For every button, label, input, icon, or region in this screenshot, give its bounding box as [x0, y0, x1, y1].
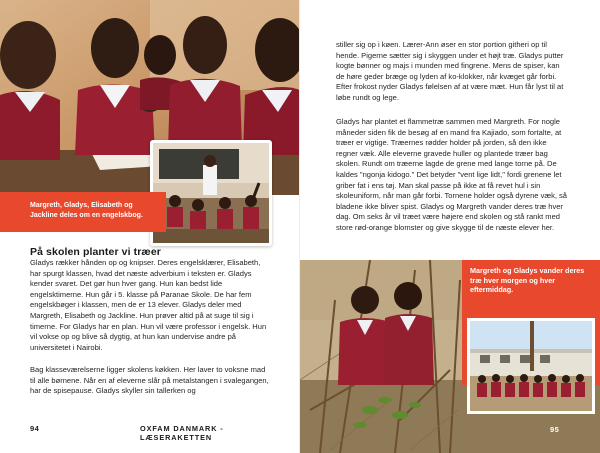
photo-caption: Margreth, Gladys, Elisabeth og Jackline deles om en engelskbog.: [30, 202, 143, 219]
body-paragraph: stiller sig op i køen. Lærer-Ann øser en stor portion githeri op til hende. Pigerne sætter sig i skyggen under et højt træ. Gladys putter kogte bønner og majs i munden med fingrene. Mens de spiser, kan de høre geder bræge og lyden af ko-klokker, når kvæget går forbi. Efter frokost nyder Gladys følelsen af at være mæt. Hun får lyst til at løbe rundt og lege.: [336, 40, 564, 102]
running-footer: OXFAM DANMARK - LÆSERAKETTEN: [140, 424, 224, 442]
photo-caption-box: [0, 192, 166, 232]
photo-caption: Margreth og Gladys vander deres træ hver morgen og hver eftermiddag.: [470, 266, 585, 294]
body-paragraph: Bag klasseværelserne ligger skolens køkken. Her laver to voksne mad til alle børnene. Når en af eleverne slår på metalstangen i svalegangen, har de spisepause. Gladys skyller sin tallerken og: [30, 365, 269, 396]
right-page: [300, 0, 600, 453]
page-number: 94: [30, 424, 40, 433]
page-number: 95: [550, 425, 560, 434]
page-footer: [30, 424, 270, 442]
students-group-inset-photo: [467, 318, 595, 414]
body-paragraph: Gladys rækker hånden op og knipser. Deres engelsklærer, Elisabeth, har spurgt klassen, hvad det næste adverbium i teksten er. Gladys kender svaret. Det gør hun hver gang. Hun kan bedst lide engelsktimerne. Hun går i 5. klasse på Paranae Skole. De har fem engelskbøger i klassen, men de er 13 elever. Gladys deler med Margreth, Elisabeth og Jackline. Hun prøver altid på at suge til sig i timerne. For Gladys har en plan. Hun vil være professor i engelsk. Hun vil vokse op og blive så dygtig, at hun kan undervise andre på universitetet i Nairobi.: [30, 258, 267, 352]
classroom-teacher-inset-photo: [150, 140, 272, 246]
body-paragraph: Gladys har plantet et flammetræ sammen med Margreth. For nogle måneder siden fik de besøg af en mand fra Kajiado, som fortalte, at træer er vigtige. Træernes rødder holder på jorden, så den ikke regner væk. Alle eleverne gravede huller og plantede træer bag skolen. Rundt om træerne lagde de grene med lange torne på. De kaldes "ngonja kidogo." Det betyder "vent lige lidt," fordi grenene let griber fat i ens tøj. Man skal passe på ikke at få revet hul i sin skoleuniform, når man går forbi. Tornene holder også dyrene væk, så bladene ikke bliver spist. Gladys og Margreth vander deres træ hver dag. Om seks år vil træet være højere end skolen og stå rankt med store rød-orange blomster og give skygge til de næste elever her.: [336, 117, 568, 232]
section-heading: På skolen planter vi træer: [30, 246, 161, 258]
